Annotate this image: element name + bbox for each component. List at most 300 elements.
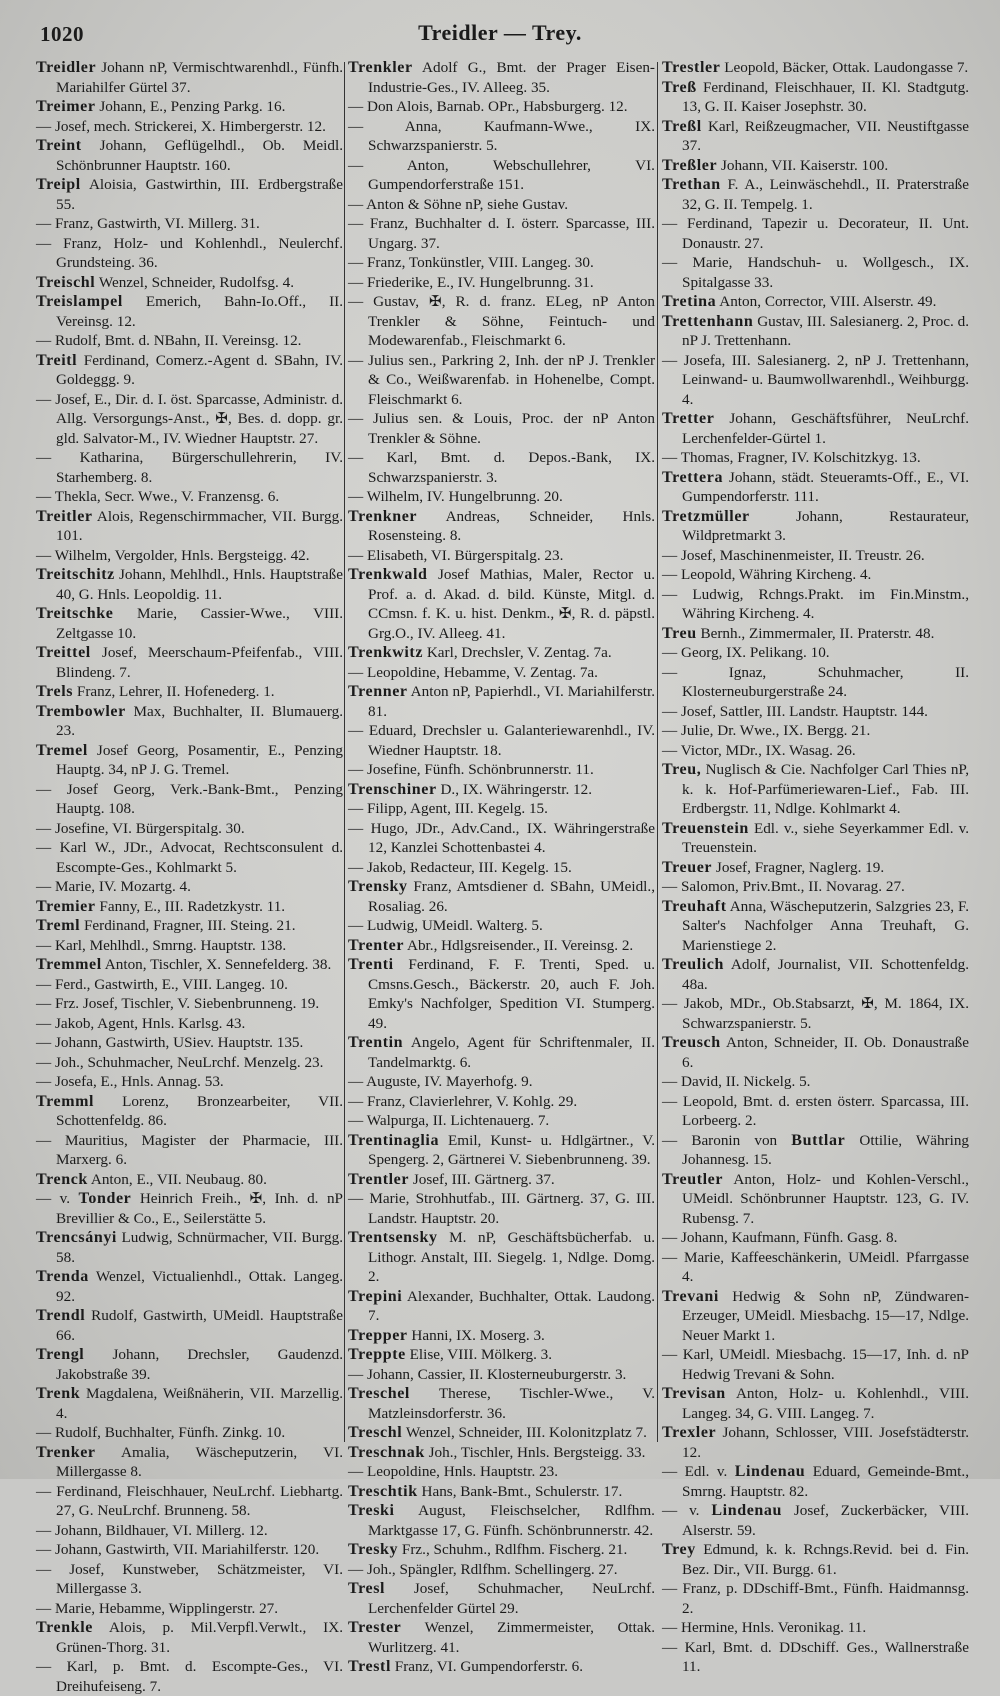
entry-details: Salomon, Priv.Bmt., II. Novarag. 27. — [680, 878, 905, 895]
directory-entry — [36, 1540, 343, 1560]
entry-surname: Trenkwitz — [348, 644, 424, 661]
directory-entry — [36, 1482, 343, 1521]
entry-surname: Trettenhann — [662, 312, 754, 330]
directory-entry — [36, 1267, 343, 1306]
directory-entry — [662, 643, 969, 663]
directory-entry — [36, 780, 343, 819]
entry-details: Josef, Sattler, III. Landstr. Hauptstr. 144. — [680, 702, 928, 720]
directory-entry — [348, 760, 655, 780]
directory-entry — [36, 234, 343, 273]
entry-details: Leopold, Währing Kircheng. 4. — [680, 566, 872, 583]
directory-entry — [662, 175, 969, 214]
entry-details: Franz, Amtsdiener d. SBahn, UMeidl., Rosaliag. 26. — [368, 878, 655, 915]
entry-surname: Trenkner — [348, 507, 418, 525]
directory-entry — [348, 507, 655, 546]
directory-entry — [348, 1189, 655, 1228]
entry-prefix: — — [36, 234, 64, 252]
directory-entry — [348, 1170, 655, 1190]
directory-entry — [348, 936, 655, 956]
directory-entry — [348, 156, 655, 195]
directory-entry — [36, 507, 343, 546]
entry-surname: Trenkler — [348, 59, 413, 76]
directory-entry — [36, 604, 343, 643]
entry-prefix: — — [36, 332, 55, 349]
directory-entry — [348, 546, 655, 566]
entry-surname: Treschtik — [348, 1482, 418, 1500]
entry-surname: Treß — [662, 78, 697, 96]
directory-entry — [662, 78, 969, 117]
directory-entry — [348, 448, 655, 487]
entry-details: Johann, Gastwirth, USiev. Hauptstr. 135. — [54, 1034, 304, 1051]
entry-details: Rudolf, Gastwirth, UMeidl. Hauptstraße 66. — [56, 1307, 344, 1344]
entry-surname: Trenker — [36, 1443, 96, 1461]
entry-surname: Trenkwald — [348, 566, 428, 583]
entry-surname: Trencsányi — [36, 1229, 117, 1246]
entry-surname: Treittel — [36, 644, 91, 661]
running-head: Treidler — Trey. — [418, 20, 582, 45]
directory-entry — [36, 1443, 343, 1482]
entry-surname: Trester — [348, 1619, 402, 1636]
entry-prefix: — — [348, 156, 407, 174]
directory-entry — [662, 877, 969, 897]
entry-surname: Trendl — [36, 1307, 86, 1324]
directory-entry — [348, 97, 655, 117]
entry-details: Eduard, Drechsler u. Galanteriewarenhdl., IV. Wiedner Hauptstr. 18. — [368, 722, 656, 759]
entry-surname: Treislampel — [36, 293, 123, 310]
entry-details: Therese, Tischler-Wwe., V. Matzleinsdorferstr. 36. — [368, 1385, 656, 1422]
entry-details: Amalia, Wäscheputzerin, VI. Millergasse 8. — [56, 1443, 343, 1480]
directory-entry — [348, 273, 655, 293]
entry-surname: Trevisan — [662, 1385, 726, 1402]
entry-details: Edl. v., siehe Seyerkammer Edl. v. Treuenstein. — [682, 819, 969, 856]
entry-prefix: — — [36, 1560, 70, 1578]
entry-prefix: — — [662, 702, 681, 720]
entry-details: M. nP, Geschäftsbücherfab. u. Lithogr. Anstalt, III. Siegelg. 1, Ndlge. Domg. 2. — [368, 1229, 655, 1285]
entry-prefix: — — [348, 1112, 367, 1129]
entry-prefix: — — [662, 585, 693, 603]
entry-details: Franz, Lehrer, II. Hofenederg. 1. — [76, 683, 275, 700]
entry-details: Johann, Bildhauer, VI. Millerg. 12. — [54, 1521, 268, 1539]
entry-details: Ferdinand, Fragner, III. Steing. 21. — [83, 917, 296, 934]
entry-prefix: — — [36, 215, 55, 232]
directory-entry — [36, 916, 343, 936]
entry-prefix: — — [36, 1424, 55, 1441]
entry-surname: Trestl — [348, 1658, 391, 1675]
entry-surname: Treipl — [36, 176, 81, 193]
entry-prefix: — — [662, 878, 681, 895]
column-divider — [657, 62, 658, 1442]
directory-entry — [662, 1345, 969, 1384]
entry-prefix: — — [662, 215, 687, 232]
entry-details: Anton, Holz- und Kohlen-Verschl., UMeidl. Schönbrunner Hauptstr. 123, G. IV. Rubensg. 7. — [682, 1170, 969, 1227]
directory-entry — [36, 975, 343, 995]
directory-entry — [662, 624, 969, 644]
entry-prefix: — — [348, 1190, 370, 1207]
entry-details: Jakob, Agent, Hnls. Karlsg. 43. — [54, 1014, 246, 1032]
entry-details: Ludwig, Schnürmacher, VII. Burgg. 58. — [56, 1229, 343, 1266]
entry-surname: Trepper — [348, 1326, 408, 1344]
directory-entry — [662, 468, 969, 507]
entry-details: Julius sen. & Louis, Proc. der nP Anton Trenkler & Söhne. — [368, 410, 655, 447]
directory-entry — [36, 1033, 343, 1053]
directory-entry — [662, 702, 969, 722]
directory-entry — [36, 1657, 343, 1696]
entry-details: Anton, Holz- u. Kohlenhdl., VIII. Langeg. 34, G. VIII. Langeg. 7. — [682, 1385, 969, 1422]
directory-entry — [662, 546, 969, 566]
entry-surname: Trenck — [36, 1170, 88, 1188]
entry-details: Marie, Hebamme, Wipplingerstr. 27. — [54, 1599, 279, 1617]
entry-details: Josefine, VI. Bürgerspitalg. 30. — [54, 819, 245, 837]
entry-surname: Trestler — [662, 59, 721, 76]
entry-prefix: — — [662, 722, 681, 739]
entry-details: Fanny, E., III. Radetzkystr. 11. — [99, 897, 286, 915]
entry-details: F. A., Leinwäschehdl., II. Praterstraße 32, G. II. Tempelg. 1. — [682, 176, 970, 213]
entry-details: David, II. Nickelg. 5. — [680, 1073, 811, 1090]
entry-details: Hans, Bank-Bmt., Schulerstr. 17. — [421, 1482, 623, 1500]
directory-entry — [662, 994, 969, 1033]
directory-entry — [348, 487, 655, 507]
entry-prefix: — — [348, 117, 405, 135]
entry-details: Johann, VII. Kaiserstr. 100. — [720, 156, 889, 174]
directory-entry — [348, 1287, 655, 1326]
entry-prefix: — — [662, 644, 681, 661]
entry-details: Alois, Regenschirmmacher, VII. Burgg. 101. — [56, 507, 343, 544]
entry-prefix: — — [348, 98, 367, 115]
entry-prefix: — — [662, 254, 693, 271]
directory-entry — [36, 1072, 343, 1092]
column-3 — [662, 58, 969, 1677]
entry-details: Josef Georg, Verk.-Bank-Bmt., Penzing Hauptg. 108. — [56, 780, 343, 817]
directory-entry — [662, 409, 969, 448]
entry-surname: Trenkle — [36, 1619, 93, 1636]
entry-details: Josef, III. Gärtnerg. 37. — [412, 1170, 555, 1188]
entry-details: Franz, Gastwirth, VI. Millerg. 31. — [54, 215, 260, 232]
entry-surname: Tremmel — [36, 956, 102, 973]
entry-prefix: — — [662, 1092, 683, 1110]
entry-details: Gustav, III. Salesianerg. 2, Proc. d. nP J. Trettenhann. — [682, 312, 970, 349]
entry-surname: Tonder — [78, 1190, 132, 1207]
directory-entry — [36, 97, 343, 117]
directory-entry — [348, 1443, 655, 1463]
entry-details: Karl, UMeidl. Miesbachg. 15—17, Inh. d. nP Hedwig Trevani & Sohn. — [682, 1346, 969, 1383]
directory-entry — [36, 838, 343, 877]
entry-details: Jakob, Redacteur, III. Kegelg. 15. — [366, 858, 572, 876]
entry-details: Josef, Meerschaum-Pfeifenfab., VIII. Blindeng. 7. — [56, 644, 343, 681]
entry-surname: Tremel — [36, 741, 88, 759]
directory-entry — [662, 760, 969, 819]
directory-entry — [662, 1462, 969, 1501]
entry-details: Thekla, Secr. Wwe., V. Franzensg. 6. — [54, 488, 280, 505]
entry-surname: Treschel — [348, 1385, 410, 1402]
entry-prefix: — — [36, 449, 80, 466]
entry-prefix: — — [662, 1229, 681, 1246]
entry-details: Julie, Dr. Wwe., IX. Bergg. 21. — [680, 722, 871, 739]
directory-entry — [348, 858, 655, 878]
directory-entry — [36, 1053, 343, 1073]
directory-entry — [36, 897, 343, 917]
directory-entry — [36, 819, 343, 839]
directory-entry — [348, 1618, 655, 1657]
directory-entry — [36, 292, 343, 331]
entry-details: Anton, Tischler, X. Sennefelderg. 38. — [104, 956, 332, 973]
entry-details: Auguste, IV. Mayerhofg. 9. — [366, 1073, 533, 1090]
directory-entry — [662, 741, 969, 761]
entry-details: Josef, Kunstweber, Schätzmeister, VI. Millergasse 3. — [56, 1560, 343, 1597]
entry-details: Josef, E., Dir. d. I. öst. Sparcasse, Administr. d. Allg. Versorgungs-Anst., ✠, Bes. d. dopp. gr. gld. Salvator-M., IV. Wiedner Hauptstr. 27. — [55, 390, 344, 447]
entry-details: Franz, Buchhalter d. I. österr. Sparcasse, III. Ungarg. 37. — [368, 215, 655, 252]
directory-entry — [348, 58, 655, 97]
directory-entry — [36, 1384, 343, 1423]
entry-details: Magdalena, Weißnäherin, VII. Marzellig. 4. — [56, 1385, 343, 1422]
entry-prefix: — — [348, 410, 373, 427]
directory-entry — [662, 565, 969, 585]
entry-details: Franz, Tonkünstler, VIII. Langeg. 30. — [366, 254, 594, 271]
directory-entry — [662, 897, 969, 956]
entry-details: Jakob, MDr., Ob.Stabsarzt, ✠, M. 1864, IX. Schwarzspanierstr. 5. — [682, 995, 969, 1032]
entry-prefix: — — [36, 780, 67, 798]
entry-prefix: — — [348, 800, 367, 817]
entry-details: Johann, Mehlhdl., Hnls. Hauptstraße 40, G. Hnls. Leopoldig. 11. — [56, 566, 343, 603]
entry-prefix: — — [348, 1365, 367, 1383]
directory-entry — [662, 448, 969, 468]
directory-entry — [36, 58, 343, 97]
entry-details: Leopold, Bmt. d. ersten österr. Sparcassa, III. Lorbeerg. 2. — [682, 1092, 969, 1129]
directory-entry — [348, 916, 655, 936]
entry-details: Ottilie, Währing Johannesg. 15. — [682, 1131, 970, 1168]
entry-surname: Treu, — [662, 761, 702, 778]
directory-entry — [36, 1618, 343, 1657]
entry-details: Thomas, Fragner, IV. Kolschitzkyg. 13. — [680, 449, 921, 466]
entry-surname: Trey — [662, 1541, 696, 1558]
directory-entry — [348, 819, 655, 858]
entry-prefix: — — [662, 351, 684, 369]
entry-details: Aloisia, Gastwirthin, III. Erdbergstraße 55. — [56, 176, 343, 213]
entry-details: Anton nP, Papierhdl., VI. Mariahilferstr. 81. — [368, 683, 655, 720]
entry-details: Karl, Bmt. d. Depos.-Bank, IX. Schwarzspanierstr. 3. — [368, 449, 655, 486]
directory-entry — [348, 1228, 655, 1287]
entry-details: Joh., Schuhmacher, NeuLrchf. Menzelg. 23. — [54, 1053, 324, 1071]
entry-details: Heinrich Freih., ✠, Inh. d. nP Brevillier & Co., E., Seilerstätte 5. — [56, 1190, 343, 1227]
entry-prefix: — — [36, 1053, 55, 1071]
entry-details: Josefa, III. Salesianerg. 2, nP J. Trettenhann, Leinwand- u. Baumwollwarenhdl., Weihburgg. 4. — [682, 351, 969, 408]
entry-surname: Trettera — [662, 468, 724, 486]
directory-entry — [36, 565, 343, 604]
directory-entry — [36, 117, 343, 137]
directory-entry — [36, 214, 343, 234]
entry-details: Alois, p. Mil.Verpfl.Verwlt., IX. Grünen-Thorg. 31. — [56, 1619, 343, 1656]
entry-details: Marie, IV. Mozartg. 4. — [54, 878, 191, 895]
entry-prefix: — — [348, 546, 367, 564]
entry-details: Alexander, Buchhalter, Ottak. Laudong. 7. — [368, 1287, 655, 1324]
entry-details: Marie, Strohhutfab., III. Gärtnerg. 37, G. III. Landstr. Hauptstr. 20. — [368, 1190, 656, 1227]
entry-details: Franz, VI. Gumpendorferstr. 6. — [394, 1658, 584, 1675]
entry-prefix: — — [348, 488, 367, 505]
entry-prefix: — — [36, 936, 55, 954]
directory-entry — [36, 390, 343, 449]
entry-prefix: — — [348, 1092, 367, 1110]
entry-prefix: — — [662, 1619, 681, 1636]
directory-entry — [348, 1540, 655, 1560]
entry-prefix: — — [36, 995, 55, 1012]
entry-prefix: — — [348, 273, 367, 291]
column-divider — [344, 62, 345, 1442]
entry-details: Don Alois, Barnab. OPr., Habsburgerg. 12. — [366, 98, 628, 115]
entry-details: Wenzel, Schneider, III. Kolonitzplatz 7. — [405, 1424, 647, 1441]
entry-surname: Treschnak — [348, 1443, 425, 1461]
directory-entry — [36, 1228, 343, 1267]
entry-prefix: — — [36, 1073, 55, 1090]
directory-entry — [348, 682, 655, 721]
entry-prefix: — — [348, 819, 371, 837]
directory-entry — [348, 1033, 655, 1072]
entry-details: Johann, städt. Steueramts-Off., E., VI. Gumpendorferstr. 111. — [682, 468, 970, 505]
entry-prefix: — — [662, 1073, 681, 1090]
entry-details: Johann, Drechsler, Gaudenzd. Jakobstraße 39. — [56, 1346, 344, 1383]
entry-surname: Lindenau — [734, 1463, 806, 1480]
entry-details: Karl, Reißzeugmacher, VII. Neustiftgasse 37. — [682, 117, 969, 154]
directory-entry — [662, 1423, 969, 1462]
entry-prefix: — — [348, 1073, 367, 1090]
directory-entry — [662, 1033, 969, 1072]
directory-entry — [348, 721, 655, 760]
entry-surname: Treutler — [662, 1170, 724, 1188]
entry-details: Hugo, JDr., Adv.Cand., IX. Währingerstraße 12, Kanzlei Schottenbastei 4. — [368, 819, 656, 856]
entry-details: Anton & Söhne nP, siehe Gustav. — [366, 195, 569, 213]
entry-surname: Treitler — [36, 507, 93, 525]
directory-entry — [36, 175, 343, 214]
directory-entry — [36, 487, 343, 507]
entry-prefix: — — [662, 995, 684, 1012]
entry-details: Karl, p. Bmt. d. Escompte-Ges., VI. Dreihufeiseng. 7. — [56, 1658, 344, 1695]
entry-details: Johann, Geschäftsführer, NeuLrchf. Lerchenfelder-Gürtel 1. — [682, 410, 969, 447]
entry-details: Leopoldine, Hebamme, V. Zentag. 7a. — [366, 663, 598, 681]
entry-surname: Treski — [348, 1502, 395, 1519]
entry-details: Leopoldine, Hnls. Hauptstr. 23. — [366, 1463, 559, 1480]
directory-entry — [348, 799, 655, 819]
entry-details: Josef, mech. Strickerei, X. Himbergerstr. 12. — [54, 117, 326, 135]
entry-prefix: — — [348, 663, 367, 681]
entry-details: Bernh., Zimmermaler, II. Praterstr. 48. — [700, 624, 935, 642]
entry-details: Abr., Hdlgsreisender., II. Vereinsg. 2. — [407, 936, 634, 954]
entry-details: Johann, E., Penzing Parkg. 16. — [99, 98, 286, 115]
entry-prefix: — — [36, 1599, 55, 1617]
entry-details: Karl W., JDr., Advocat, Rechtsconsulent d. Escompte-Ges., Kohlmarkt 5. — [56, 839, 343, 876]
directory-entry — [662, 1228, 969, 1248]
directory-entry — [36, 1092, 343, 1131]
entry-surname: Trepini — [348, 1287, 403, 1305]
entry-details: Eduard, Gemeinde-Bmt., Smrng. Hauptstr. 82. — [682, 1463, 969, 1500]
directory-entry — [662, 507, 969, 546]
entry-details: Edmund, k. k. Rchngs.Revid. bei d. Fin. Bez. Dir., VII. Burgg. 61. — [682, 1541, 969, 1578]
entry-details: Frz., Schuhm., Rdlfhm. Fischerg. 21. — [401, 1541, 628, 1558]
directory-entry — [36, 273, 343, 293]
entry-surname: Tremier — [36, 897, 96, 915]
entry-prefix: — v. — [662, 1502, 712, 1519]
entry-prefix: — — [662, 566, 681, 583]
entry-details: Ferdinand, Fleischhauer, NeuLrchf. Liebhartg. 27, G. NeuLrchf. Brunneng. 58. — [56, 1482, 344, 1519]
entry-details: Nuglisch & Cie. Nachfolger Carl Thies nP, k. k. Hof-Parfümeriewaren-Lief., Fab. III. Erdbergstr. 11, Ndlge. Kohlmarkt 4. — [682, 761, 969, 817]
directory-entry — [662, 253, 969, 292]
entry-surname: Trembowler — [36, 702, 126, 720]
directory-entry — [348, 1072, 655, 1092]
entry-details: Rudolf, Buchhalter, Fünfh. Zinkg. 10. — [54, 1424, 286, 1441]
entry-prefix: — — [348, 1463, 367, 1480]
entry-surname: Trenk — [36, 1385, 81, 1402]
page-number: 1020 — [40, 22, 84, 46]
entry-surname: Trenti — [348, 956, 394, 973]
entry-details: Ferd., Gastwirth, E., VIII. Langeg. 10. — [54, 975, 288, 993]
directory-entry — [662, 955, 969, 994]
entry-prefix: — — [348, 858, 367, 876]
entry-surname: Treßl — [662, 117, 702, 135]
directory-entry — [348, 195, 655, 215]
entry-surname: Treitl — [36, 351, 78, 369]
entry-details: Friederike, E., IV. Hungelbrunng. 31. — [366, 273, 594, 291]
entry-prefix: — — [662, 663, 729, 681]
directory-entry — [662, 351, 969, 410]
directory-entry — [662, 214, 969, 253]
directory-entry — [36, 682, 343, 702]
entry-prefix: — — [36, 1034, 55, 1051]
entry-surname: Tretter — [662, 410, 715, 427]
entry-details: Georg, IX. Pelikang. 10. — [680, 644, 830, 661]
entry-prefix: — — [36, 1658, 67, 1675]
entry-surname: Treitschitz — [36, 566, 115, 583]
entry-prefix: — — [36, 117, 55, 135]
directory-entry — [36, 1014, 343, 1034]
entry-prefix: — — [348, 917, 367, 934]
entry-details: Johann, Gastwirth, VII. Mariahilferstr. 120. — [54, 1541, 320, 1558]
directory-entry — [662, 1072, 969, 1092]
entry-details: Mauritius, Magister der Pharmacie, III. Marxerg. 6. — [56, 1131, 343, 1168]
entry-details: Elise, VIII. Mölkerg. 3. — [409, 1346, 553, 1363]
entry-details: Anton, Corrector, VIII. Alserstr. 49. — [719, 293, 937, 310]
entry-prefix: — v. — [36, 1190, 79, 1207]
entry-details: Josef, Maschinenmeister, II. Treustr. 26. — [680, 546, 925, 564]
entry-prefix: — — [36, 1482, 57, 1500]
directory-entry — [36, 331, 343, 351]
entry-details: Hanni, IX. Moserg. 3. — [411, 1326, 545, 1344]
entry-prefix: — — [36, 1131, 65, 1149]
entry-details: Leopold, Bäcker, Ottak. Laudongasse 7. — [724, 59, 969, 76]
entry-details: Adolf, Journalist, VII. Schottenfeldg. 48a. — [682, 956, 970, 993]
column-2 — [348, 58, 655, 1677]
entry-prefix: — — [348, 254, 367, 271]
directory-entry — [36, 1170, 343, 1190]
directory-entry — [348, 292, 655, 351]
entry-details: Johann, Cassier, II. Klosterneuburgerstr. 3. — [366, 1365, 627, 1383]
directory-entry — [662, 1540, 969, 1579]
directory-entry — [348, 1579, 655, 1618]
entry-details: Ludwig, UMeidl. Walterg. 5. — [366, 917, 543, 934]
entry-details: Frz. Josef, Tischler, V. Siebenbrunneng. 19. — [54, 995, 320, 1012]
entry-prefix: — — [348, 1560, 367, 1578]
entry-surname: Tresky — [348, 1541, 399, 1558]
entry-surname: Tretzmüller — [662, 507, 750, 525]
entry-details: Ferdinand, F. F. Trenti, Sped. u. Cmsns.Gesch., Bäckerstr. 20, auch F. Joh. Emky's Nachfolger, Spedition VI. Stumperg. 49. — [368, 956, 656, 1032]
entry-details: Karl, Drechsler, V. Zentag. 7a. — [426, 644, 612, 661]
directory-entry — [36, 136, 343, 175]
directory-entry — [36, 877, 343, 897]
entry-details: Andreas, Schneider, Hnls. Rosensteing. 8. — [368, 507, 655, 544]
directory-entry — [662, 663, 969, 702]
entry-details: Gustav, ✠, R. d. franz. ELeg, nP Anton Trenkler & Söhne, Feintuch- und Modewarenfab., Fleischmarkt 6. — [368, 293, 655, 349]
entry-surname: Tresl — [348, 1580, 386, 1597]
entry-details: Hedwig & Sohn nP, Zündwaren-Erzeuger, UMeidl. Miesbachg. 15—17, Ndlge. Neuer Markt 1. — [682, 1287, 969, 1344]
entry-surname: Lindenau — [711, 1502, 782, 1519]
directory-entry — [36, 351, 343, 390]
directory-entry — [662, 117, 969, 156]
